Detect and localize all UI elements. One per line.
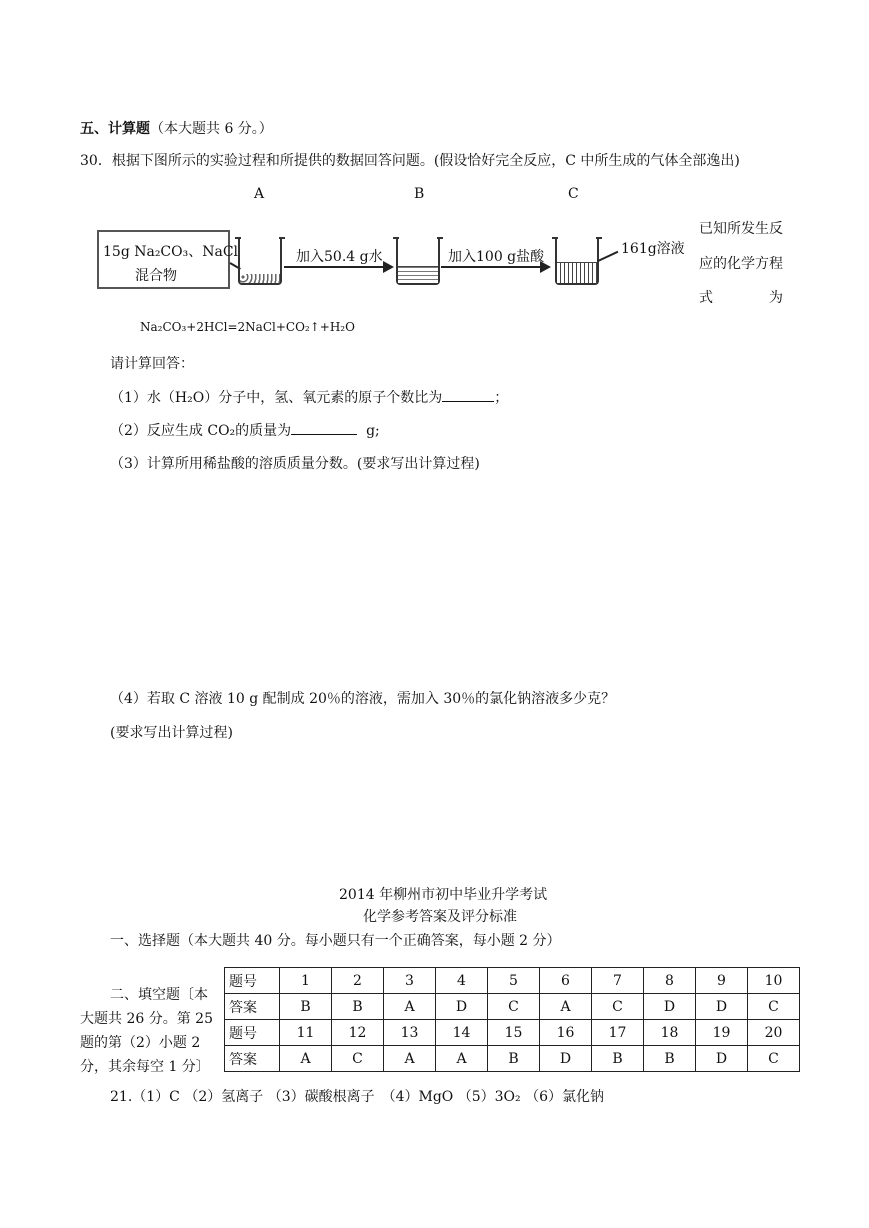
section-note: （本大题共 6 分。） xyxy=(150,121,273,137)
part-3: （3）计算所用稀盐酸的溶质质量分数。(要求写出计算过程) xyxy=(110,456,480,472)
table-cell: C xyxy=(592,994,644,1020)
side-text-2: 应的化学方程 xyxy=(699,256,783,272)
table-cell: C xyxy=(748,994,800,1020)
exam-title: 2014 年柳州市初中毕业升学考试 xyxy=(339,887,548,903)
table-cell: 12 xyxy=(332,1020,384,1046)
table-cell: D xyxy=(436,994,488,1020)
prompt: 请计算回答： xyxy=(110,356,194,372)
table-cell: 3 xyxy=(384,968,436,994)
label-a: A xyxy=(254,186,265,202)
section-2-line-4: 分，其余每空 1 分〕 xyxy=(80,1059,210,1075)
table-cell: C xyxy=(332,1046,384,1072)
step-2-label: 加入100 g盐酸 xyxy=(448,249,545,265)
table-cell: 15 xyxy=(488,1020,540,1046)
table-cell: 1 xyxy=(280,968,332,994)
table-cell: 9 xyxy=(696,968,748,994)
table-cell: 5 xyxy=(488,968,540,994)
mixture-label: 15g Na₂CO₃、NaCl xyxy=(103,244,239,260)
table-cell: 14 xyxy=(436,1020,488,1046)
answer-subtitle: 化学参考答案及评分标准 xyxy=(363,909,517,925)
step-1-label: 加入50.4 g水 xyxy=(296,249,383,265)
part-1 xyxy=(110,387,508,407)
table-cell: C xyxy=(488,994,540,1020)
part-2-unit: g; xyxy=(366,423,380,439)
table-row xyxy=(225,1020,800,1046)
table-cell: D xyxy=(696,994,748,1020)
question-21-answer: 21.（1）C （2）氢离子 （3）碳酸根离子 （4）MgO （5）3O₂ （6）氯化钠 xyxy=(110,1089,604,1105)
result-label: 161g溶液 xyxy=(621,241,685,257)
part-2-text: （2）反应生成 CO₂的质量为 xyxy=(110,423,292,439)
row-header: 题号 xyxy=(225,1020,280,1046)
beaker-c-solution xyxy=(557,262,597,283)
beaker-b xyxy=(396,237,440,285)
answer-table xyxy=(224,967,800,1072)
table-cell: 10 xyxy=(748,968,800,994)
result-pointer xyxy=(598,251,619,262)
section-title: 五、计算题 xyxy=(80,121,150,137)
table-cell: 13 xyxy=(384,1020,436,1046)
table-cell: D xyxy=(696,1046,748,1072)
table-cell: 19 xyxy=(696,1020,748,1046)
arrow-2 xyxy=(441,266,541,268)
equation: Na₂CO₃+2HCl=2NaCl+CO₂↑+H₂O xyxy=(140,320,355,334)
table-row xyxy=(225,1046,800,1072)
table-cell: 6 xyxy=(540,968,592,994)
table-cell: 8 xyxy=(644,968,696,994)
mixture-box xyxy=(97,230,239,289)
table-row xyxy=(225,968,800,994)
beaker-a xyxy=(238,237,282,285)
section-2-line-1: 二、填空题〔本 xyxy=(110,987,208,1003)
part-1-text: （1）水（H₂O）分子中，氢、氧元素的原子个数比为 xyxy=(110,390,443,406)
part-2 xyxy=(110,420,380,440)
question-30-stem: 30．根据下图所示的实验过程和所提供的数据回答问题。(假设恰好完全反应，C 中所生成的气体全部逸出) xyxy=(80,153,740,169)
table-cell: 2 xyxy=(332,968,384,994)
arrow-1-head xyxy=(383,261,394,273)
side-text-1: 已知所发生反 xyxy=(699,221,783,237)
table-cell: 17 xyxy=(592,1020,644,1046)
table-cell: B xyxy=(488,1046,540,1072)
table-cell: 11 xyxy=(280,1020,332,1046)
table-cell: 7 xyxy=(592,968,644,994)
label-b: B xyxy=(414,186,425,202)
part-4: （4）若取 C 溶液 10 g 配制成 20％的溶液，需加入 30％的氯化钠溶液多少克？ xyxy=(110,691,616,707)
table-cell: A xyxy=(384,994,436,1020)
beaker-a-solid xyxy=(240,274,280,283)
section-2-line-2: 大题共 26 分。第 25 xyxy=(80,1011,213,1027)
row-header: 题号 xyxy=(225,968,280,994)
table-cell: A xyxy=(436,1046,488,1072)
table-cell: B xyxy=(332,994,384,1020)
section-2-line-3: 题的第（2）小题 2 xyxy=(80,1035,201,1051)
table-cell: A xyxy=(280,1046,332,1072)
table-cell: C xyxy=(748,1046,800,1072)
table-cell: 16 xyxy=(540,1020,592,1046)
row-header: 答案 xyxy=(225,994,280,1020)
table-cell: 18 xyxy=(644,1020,696,1046)
mixture-label-2: 混合物 xyxy=(135,268,177,284)
table-cell: B xyxy=(644,1046,696,1072)
part-4-note: (要求写出计算过程) xyxy=(110,725,233,741)
beaker-b-liquid xyxy=(398,266,438,283)
table-cell: 20 xyxy=(748,1020,800,1046)
section-heading xyxy=(80,118,273,138)
arrow-1 xyxy=(284,266,384,268)
answer-blank-1[interactable] xyxy=(442,387,494,402)
part-1-end: ； xyxy=(494,390,509,406)
row-header: 答案 xyxy=(225,1046,280,1072)
table-cell: A xyxy=(540,994,592,1020)
table-cell: A xyxy=(384,1046,436,1072)
table-row xyxy=(225,994,800,1020)
beaker-c xyxy=(555,237,599,285)
label-c: C xyxy=(568,186,579,202)
answer-blank-2[interactable] xyxy=(291,420,357,435)
side-text-3: 式 为 xyxy=(699,290,783,306)
table-cell: B xyxy=(280,994,332,1020)
table-cell: 4 xyxy=(436,968,488,994)
section-1-heading: 一、选择题（本大题共 40 分。每小题只有一个正确答案，每小题 2 分） xyxy=(110,933,561,949)
table-cell: D xyxy=(644,994,696,1020)
table-cell: D xyxy=(540,1046,592,1072)
table-cell: B xyxy=(592,1046,644,1072)
